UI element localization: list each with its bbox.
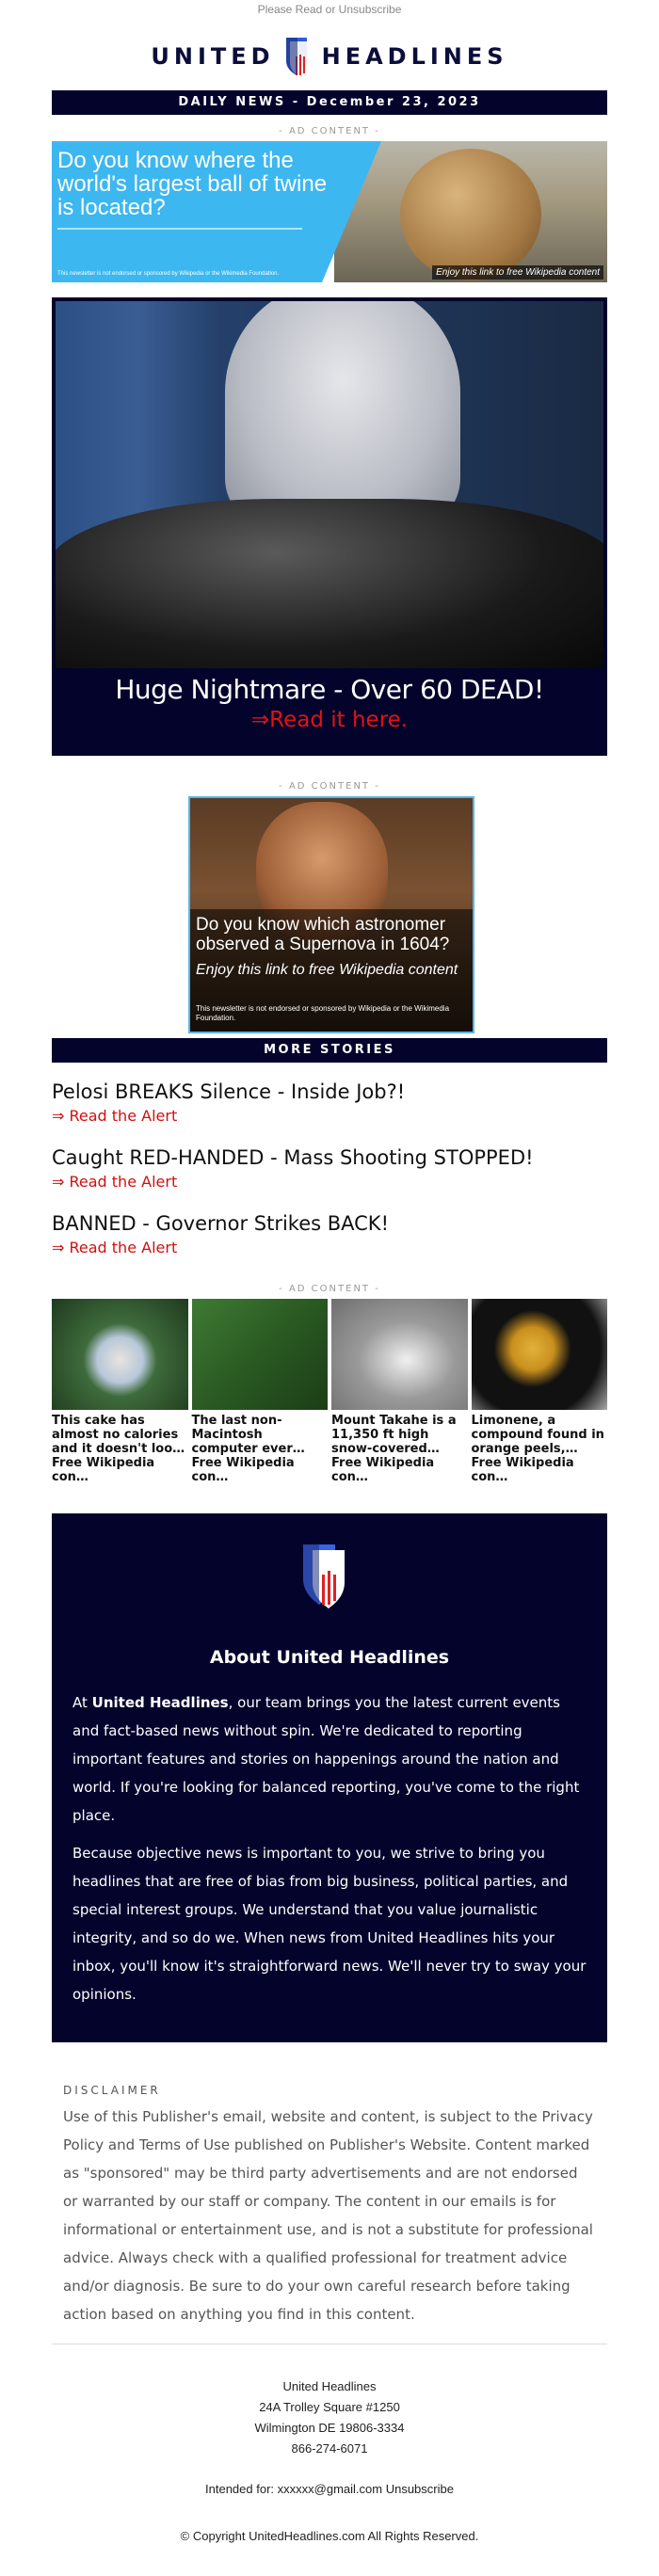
dateline-bar: DAILY NEWS - December 23, 2023 [52,90,607,115]
ad-disclaimer: This newsletter is not endorsed or sponsored by Wikipedia or the Wikimedia Foundation. [196,1004,450,1022]
about-rest: , our team brings you the latest current events and fact-based news without spin. We're dedicated to reporting important features and stories on happenings around the nation and world. If you're looking for balanced reporting, you've come to the right place. [72,1694,580,1824]
brand-right: HEADLINES [321,43,508,70]
about-lead: At [72,1694,92,1711]
tile-source: Free Wikipedia con… [471,1456,574,1484]
divider [57,228,302,230]
top-note [0,3,659,16]
about-brand: United Headlines [91,1694,229,1711]
about-heading: About United Headlines [209,1647,450,1668]
ad-question: Do you know where the world's largest ball of twine is located? [57,148,328,220]
about-paragraph-1 [72,1688,588,1830]
brand-left: UNITED [151,43,275,70]
ad-label: - AD CONTENT - [279,781,380,792]
brand-logo[interactable] [0,38,659,75]
ad-enjoy-caption: Enjoy this link to free Wikipedia content [432,265,603,280]
footer-address-line2: Wilmington DE 19806-3334 [254,2421,405,2435]
about-paragraph-2: Because objective news is important to you, we strive to bring you headlines that are free of bias from big business, political parties, and special interest groups. We understand that you value journalistic integrity, and so do we. When news from United Headlines hits your inbox, you'll know it's straightforward news. We'll never try to sway your opinions. [72,1845,587,2003]
more-stories-bar: MORE STORIES [52,1038,607,1063]
unsubscribe-link[interactable]: Unsubscribe [385,2482,454,2496]
hero-title: Huge Nightmare - Over 60 DEAD! [115,674,544,705]
story-alert-link[interactable]: ⇒ Read the Alert [52,1107,178,1125]
story-alert-link[interactable]: ⇒ Read the Alert [52,1239,178,1256]
tile-image [192,1299,329,1410]
ad-tile-mountain[interactable] [331,1299,468,1484]
hero-body-bag [56,499,603,668]
hero-person-figure [225,301,460,527]
shield-icon [301,1540,348,1611]
shield-icon [282,36,314,77]
tile-caption: The last non-Macintosh computer ever… [191,1414,305,1456]
tile-caption: Limonene, a compound found in orange peels,… [471,1414,604,1456]
tile-caption: Mount Takahe is a 11,350 ft high snow-covered… [331,1414,457,1456]
story-headline: Pelosi BREAKS Silence - Inside Job?! [52,1080,406,1103]
story-headline: BANNED - Governor Strikes BACK! [52,1212,389,1235]
story-headline: Caught RED-HANDED - Mass Shooting STOPPED! [52,1146,534,1169]
ad-question: Do you know which astronomer observed a Supernova in 1604? [196,915,450,954]
ad-tiles [52,1299,607,1484]
footer-intended [0,2479,659,2500]
tile-image [331,1299,468,1410]
about-section [52,1513,607,2042]
story-item[interactable] [52,1212,607,1256]
tile-source: Free Wikipedia con… [191,1456,295,1484]
ad-enjoy-caption: Enjoy this link to free Wikipedia content [196,962,458,978]
story-item[interactable] [52,1080,607,1125]
tile-caption: This cake has almost no calories and it doesn't loo… [52,1414,185,1456]
hero-story[interactable] [52,297,607,756]
ad-tile-computer[interactable] [191,1299,329,1484]
ad-tile-limonene[interactable] [471,1299,608,1484]
ad-astronomer[interactable] [188,796,474,1033]
recipient-email: xxxxxx@gmail.com [277,2482,383,2496]
twine-ball-image [400,149,541,280]
tile-source: Free Wikipedia con… [52,1456,155,1484]
disclaimer-heading: DISCLAIMER [63,2084,161,2097]
read-or-unsubscribe-link[interactable]: Please Read or Unsubscribe [257,3,402,16]
hero-read-link[interactable]: ⇒Read it here. [250,708,409,732]
tile-source: Free Wikipedia con… [331,1456,435,1484]
ad-twine-banner[interactable] [52,141,607,282]
tile-image [472,1299,608,1410]
intended-label: Intended for: [205,2482,278,2496]
story-item[interactable] [52,1146,607,1191]
disclaimer-text: Use of this Publisher's email, website and content, is subject to the Privacy Policy and Terms of Use published on Publisher's Website. Content marked as "sponsored" may be third party advertisements and are not endorsed or warranted by our staff or company. The content in our emails is for informational or entertainment use, and is not a substitute for professional advice. Always check with a qualified professional for treatment advice and/or diagnosis. Be sure to do your own careful research before taking action based on anything you find in this content. [63,2108,593,2323]
footer-address [0,2376,659,2459]
footer-address-line1: 24A Trolley Square #1250 [259,2400,400,2414]
hero-image [56,301,603,668]
ad-label: - AD CONTENT - [279,126,380,136]
story-alert-link[interactable]: ⇒ Read the Alert [52,1173,178,1191]
tile-image [52,1299,188,1410]
footer-copyright: © Copyright UnitedHeadlines.com All Rights Reserved. [180,2529,479,2543]
ad-tile-cake[interactable] [52,1299,188,1484]
ad-disclaimer: This newsletter is not endorsed or sponsored by Wikipedia or the Wikimedia Foundation. [57,271,280,277]
footer-phone: 866-274-6071 [291,2441,368,2456]
footer-company: United Headlines [282,2379,377,2393]
ad-label: - AD CONTENT - [279,1284,380,1294]
